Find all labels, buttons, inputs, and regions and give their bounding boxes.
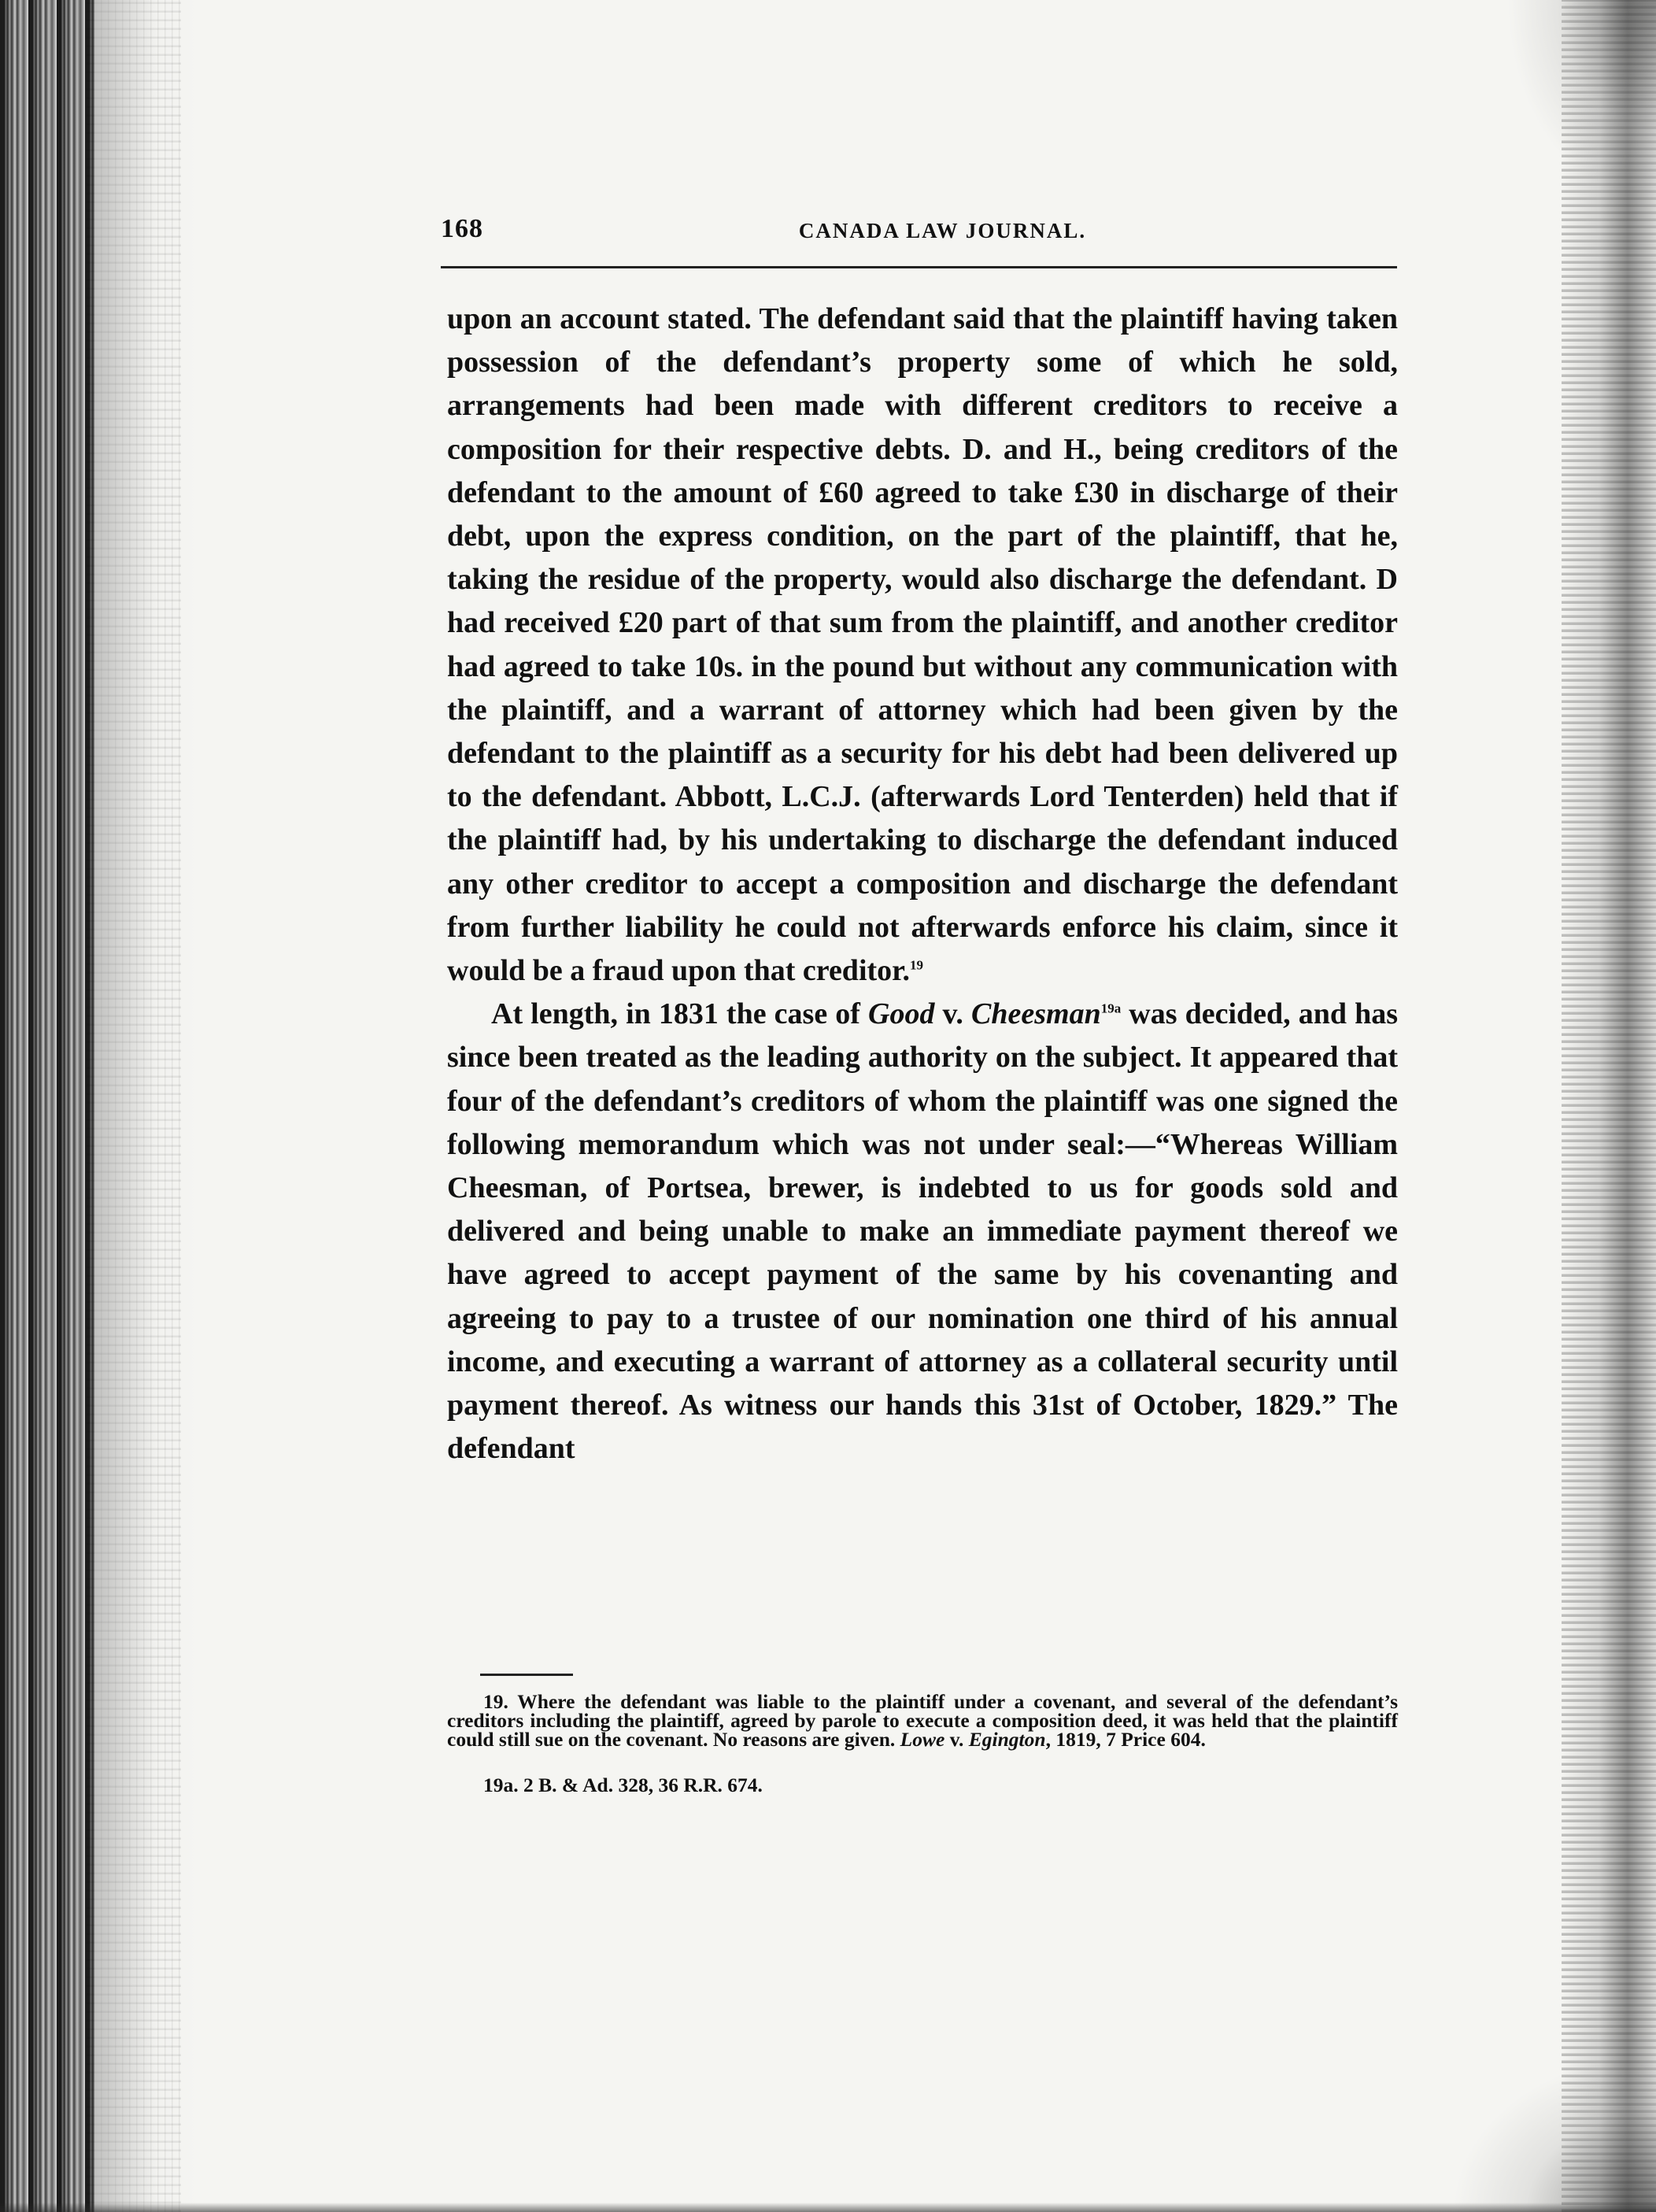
footnote-rule [480,1674,573,1676]
binding-shadow-left [94,0,197,2212]
text-run: v. [944,1728,969,1751]
page-corner-bottom-right [1451,2055,1656,2212]
page-edge-bottom [0,2203,1656,2212]
page-edge-right [1562,0,1656,2212]
text-run: was decided, and has since been treated as the leading authority on the subject. It appeared that four of the defendant’s creditors of whom the plaintiff was one signed the following memorandum which was not under seal:—“Whereas William Cheesman, of Portsea, brewer, is indebted to us for goods sold and delivered and being unable to make an immediate payment thereof we have agreed to accept payment of the same by his covenanting and agreeing to pay to a trustee of our nomination one third of his annual income, and executing a warrant of attorney as a collateral security until payment thereof. As witness our hands this 31st of October, 1829.” The defendant [447,997,1398,1466]
text-run: upon an account stated. The defendant said that the plaintiff having taken possession of the defendant’s property some of which he sold, arrangements had been made with different creditors to receive a composition for their respective debts. D. and H., being creditors of the defendant to the amount of £60 agreed to take £30 in discharge of their debt, upon the express condition, on the part of the plaintiff, that he, taking the residue of the property, would also discharge the defendant. D had received £20 part of that sum from the plaintiff, and another creditor had agreed to take 10s. in the pound but without any communication with the plaintiff, and a warrant of attorney which had been given by the defendant to the plaintiff as a security for his debt had been delivered up to the defendant. Abbott, L.C.J. (afterwards Lord Tenterden) held that if the plaintiff had, by his undertaking to discharge the defendant induced any other creditor to accept a composition and discharge the defendant from further liability he could not afterwards enforce his claim, since it would be a fraud upon that creditor. [447,302,1398,988]
case-name: Egington [968,1728,1046,1751]
case-name: Good [868,997,935,1031]
body-text [447,298,1398,1470]
text-run: , 1819, 7 Price 604. [1045,1728,1206,1751]
footnotes [447,1692,1398,1795]
case-name: Cheesman [971,997,1101,1031]
text-run: 19. Where the defendant was liable to the plaintiff under a covenant, and several of the defendant’s creditors including the plaintiff, agreed by parole to execute a composition deed, it was held that the plaintiff could still sue on the covenant. No reasons are given. [447,1690,1398,1751]
paragraph [447,298,1398,993]
paragraph [447,993,1398,1470]
page-corner-top-right [1506,0,1656,205]
header-rule [441,266,1397,268]
running-header [441,214,1397,261]
case-name: Lowe [900,1728,945,1751]
footnote-ref: 19a [1100,1001,1122,1016]
binding-edge-left [0,0,94,2212]
page-number: 168 [441,214,483,243]
footnote-ref: 19 [910,957,924,973]
text-run: v. [934,997,972,1031]
footnote [447,1776,1398,1795]
text-run: 19a. 2 B. & Ad. 328, 36 R.R. 674. [483,1774,763,1796]
footnote [447,1692,1398,1749]
journal-title: CANADA LAW JOURNAL. [798,219,1087,242]
text-run: At length, in 1831 the case of [491,997,868,1031]
